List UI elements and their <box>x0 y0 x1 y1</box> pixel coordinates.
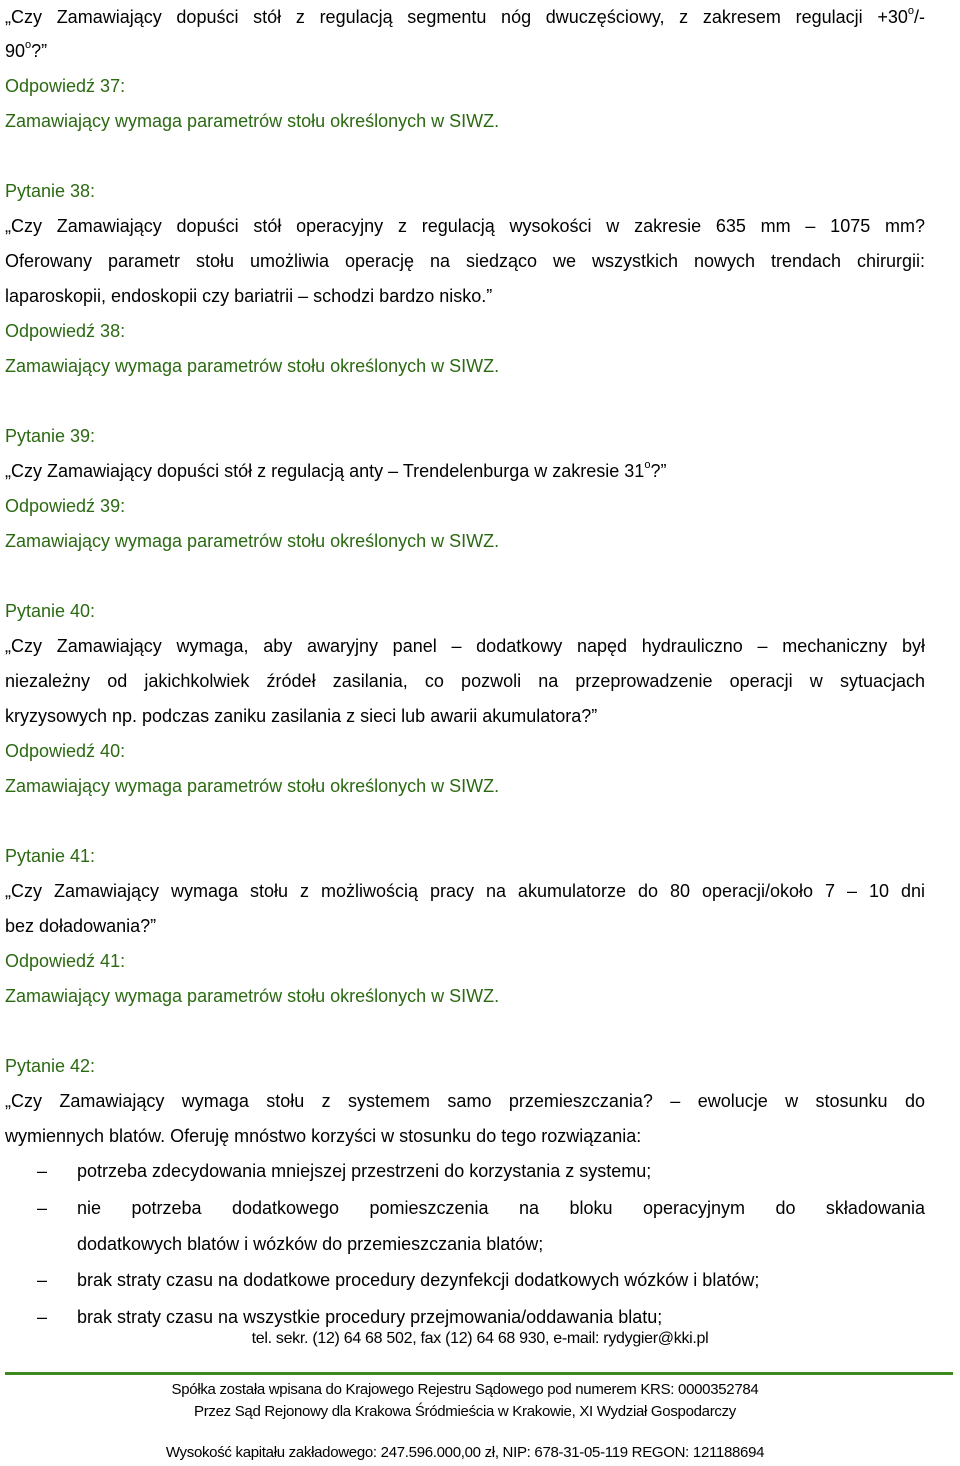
document-body <box>5 0 925 1335</box>
footer-contact: tel. sekr. (12) 64 68 502, fax (12) 64 68 930, e-mail: rydygier@kki.pl <box>251 1330 709 1347</box>
list-item-text: brak straty czasu na wszystkie procedury przejmowania/oddawania blatu; <box>77 1307 663 1327</box>
answer-38-text: Zamawiający wymaga parametrów stołu określonych w SIWZ. <box>5 356 500 376</box>
dash-bullet: – <box>37 1161 48 1181</box>
answer-40-text: Zamawiający wymaga parametrów stołu określonych w SIWZ. <box>5 776 500 796</box>
list-item-text: brak straty czasu na dodatkowe procedury dezynfekcji dodatkowych wózków i blatów; <box>77 1270 760 1290</box>
list-item-text: nie potrzeba dodatkowego pomieszczenia na bloku operacyjnym do składowania <box>77 1198 925 1218</box>
question-39-line-1 <box>5 454 925 489</box>
spacer <box>5 139 925 174</box>
answer-40-label: Odpowiedź 40: <box>5 741 126 761</box>
question-42-line-1 <box>5 1084 925 1119</box>
list-item <box>5 1191 925 1227</box>
question-42-label: Pytanie 42: <box>5 1056 96 1076</box>
question-40-line-3: kryzysowych np. podczas zaniku zasilania z sieci lub awarii akumulatora?” <box>5 706 598 726</box>
dash-bullet: – <box>37 1270 48 1290</box>
spacer <box>5 384 925 419</box>
list-item-text: dodatkowych blatów i wózków do przemieszczania blatów; <box>77 1234 544 1254</box>
question-41-label: Pytanie 41: <box>5 846 96 866</box>
list-item-text: potrzeba zdecydowania mniejszej przestrzeni do korzystania z systemu; <box>77 1161 652 1181</box>
degree-mark: o <box>644 459 651 471</box>
question-41-text: „Czy Zamawiający wymaga stołu z możliwością pracy na akumulatorze do 80 operacji/około 7 – 10 dni <box>5 881 925 901</box>
list-item <box>5 1263 925 1300</box>
question-37-text: 90 <box>5 41 26 61</box>
question-42-line-2: wymiennych blatów. Oferuję mnóstwo korzyści w stosunku do tego rozwiązania: <box>5 1126 642 1146</box>
question-41-line-2: bez doładowania?” <box>5 916 157 936</box>
answer-41-text: Zamawiający wymaga parametrów stołu określonych w SIWZ. <box>5 986 500 1006</box>
question-37-text: „Czy Zamawiający dopuści stół z regulacją segmentu nóg dwuczęściowy, z zakresem regulacji +30 <box>5 7 908 27</box>
spacer <box>5 804 925 839</box>
question-40-text: niezależny od jakichkolwiek źródeł zasilania, co pozwoli na przeprowadzenie operacji w sytuacjach <box>5 671 925 691</box>
question-40-text: „Czy Zamawiający wymaga, aby awaryjny panel – dodatkowy napęd hydrauliczno – mechaniczny był <box>5 636 925 656</box>
question-38-text: Oferowany parametr stołu umożliwia operację na siedząco we wszystkich nowych trendach chirurgii: <box>5 251 925 271</box>
dash-bullet: – <box>37 1198 48 1218</box>
question-38-line-3: laparoskopii, endoskopii czy bariatrii – schodzi bardzo nisko.” <box>5 286 493 306</box>
question-40-label: Pytanie 40: <box>5 601 96 621</box>
answer-39-label: Odpowiedź 39: <box>5 496 126 516</box>
answer-37-text: Zamawiający wymaga parametrów stołu określonych w SIWZ. <box>5 111 500 131</box>
question-40-line-2 <box>5 664 925 699</box>
question-39-label: Pytanie 39: <box>5 426 96 446</box>
question-37-text: /- <box>914 7 925 27</box>
spacer <box>5 559 925 594</box>
question-42-text: „Czy Zamawiający wymaga stołu z systemem samo przemieszczania? – ewolucje w stosunku do <box>5 1091 925 1111</box>
question-41-line-1 <box>5 874 925 909</box>
list-item <box>5 1154 925 1191</box>
question-38-line-1 <box>5 209 925 244</box>
question-40-line-1 <box>5 629 925 664</box>
question-39-text: ?” <box>650 461 667 481</box>
answer-39-text: Zamawiający wymaga parametrów stołu określonych w SIWZ. <box>5 531 500 551</box>
question-37-text: ?” <box>31 41 48 61</box>
question-38-text: „Czy Zamawiający dopuści stół operacyjny z regulacją wysokości w zakresie 635 mm – 1075 mm? <box>5 216 925 236</box>
answer-38-label: Odpowiedź 38: <box>5 321 126 341</box>
dash-bullet: – <box>37 1307 48 1327</box>
answer-37-label: Odpowiedź 37: <box>5 76 126 96</box>
footer-divider <box>5 1372 953 1375</box>
spacer <box>5 1014 925 1049</box>
question-38-label: Pytanie 38: <box>5 181 96 201</box>
answer-41-label: Odpowiedź 41: <box>5 951 126 971</box>
degree-mark: o <box>907 5 914 17</box>
question-37-line-1 <box>5 0 925 34</box>
footer-capital-line: Wysokość kapitału zakładowego: 247.596.000,00 zł, NIP: 678-31-05-119 REGON: 121188694 <box>165 1444 765 1461</box>
question-38-line-2 <box>5 244 925 279</box>
footer-registry-line-2: Przez Sąd Rejonowy dla Krakowa Śródmieścia w Krakowie, XI Wydział Gospodarczy <box>194 1403 736 1420</box>
question-37-line-2 <box>5 34 925 69</box>
question-39-text: „Czy Zamawiający dopuści stół z regulacją anty – Trendelenburga w zakresie 31 <box>5 461 645 481</box>
degree-mark: o <box>25 39 32 51</box>
list-item-continuation <box>5 1227 925 1263</box>
footer-registry-line-1: Spółka została wpisana do Krajowego Rejestru Sądowego pod numerem KRS: 0000352784 <box>171 1381 759 1398</box>
